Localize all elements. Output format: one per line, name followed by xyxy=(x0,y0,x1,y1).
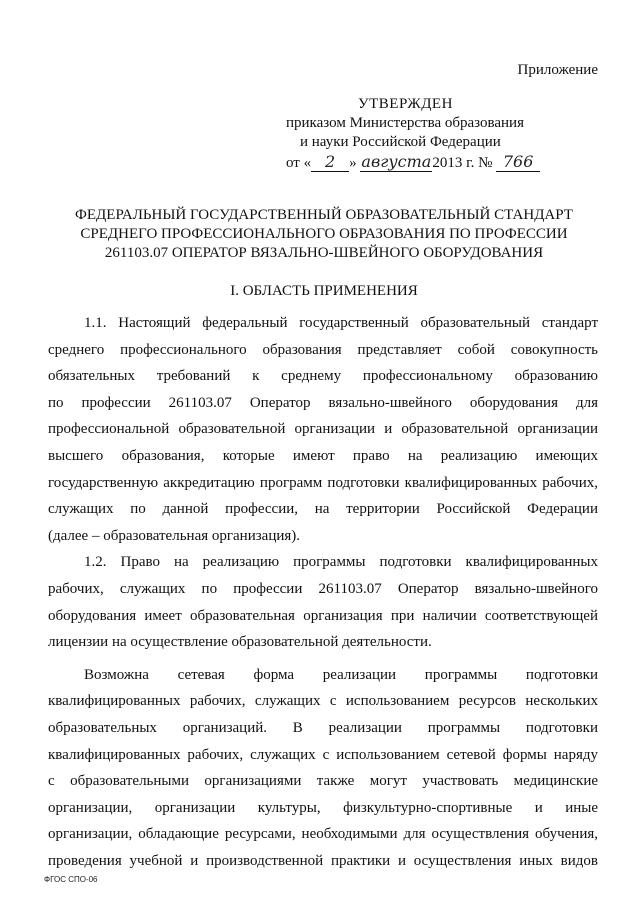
document-body xyxy=(48,310,598,874)
footer-code: ФГОС СПО-06 xyxy=(44,875,98,884)
text-line: с образовательными организациями также могут участвовать медицинские xyxy=(48,773,598,790)
text-line: организации, организации культуры, физкультурно-спортивные и иные xyxy=(48,799,598,816)
text-line: Возможна сетевая форма реализации программы подготовки xyxy=(84,666,598,683)
text-line: рабочих, служащих по профессии 261103.07 Оператор вязально-швейного xyxy=(48,580,598,597)
standard-title-line: ФЕДЕРАЛЬНЫЙ ГОСУДАРСТВЕННЫЙ ОБРАЗОВАТЕЛЬНЫЙ СТАНДАРТ xyxy=(75,207,573,223)
text-line: 1.1. Настоящий федеральный государственный образовательный стандарт xyxy=(84,315,598,331)
text-line: 1.2. Право на реализацию программы подготовки квалифицированных xyxy=(84,554,598,571)
paragraph-1-2 xyxy=(48,549,598,655)
paragraph-1-1 xyxy=(48,310,598,549)
text-line: оборудования имеет образовательная организация при наличии соответствующей xyxy=(48,607,598,624)
text-line: по профессии 261103.07 Оператор вязально-швейного оборудования для xyxy=(48,394,598,411)
text-line: образовательных организаций. В реализации программы подготовки xyxy=(48,719,598,736)
approval-line-1: приказом Министерства образования xyxy=(286,115,524,131)
standard-title xyxy=(50,206,598,263)
approved-heading: УТВЕРЖДЕН xyxy=(358,96,453,112)
text-line: служащих по данной профессии, на территории Российской Федерации xyxy=(48,501,598,518)
text-line: обязательных требований к среднему профессиональному образованию xyxy=(48,368,598,385)
date-prefix: от « xyxy=(286,155,312,171)
approval-block xyxy=(286,95,586,173)
paragraph-network-form xyxy=(48,662,598,875)
appendix-label: Приложение xyxy=(517,62,598,78)
text-line: лицензии на осуществление образовательной деятельности. xyxy=(48,634,432,651)
handwritten-day: 2 xyxy=(311,152,349,172)
text-line: квалифицированных рабочих, служащих с использованием ресурсов нескольких xyxy=(48,693,598,710)
text-line: квалифицированных рабочих, служащих с использованием сетевой формы наряду xyxy=(48,746,598,763)
text-line: профессиональной образовательной организации и образовательной организации xyxy=(48,421,598,438)
text-line: государственную аккредитацию программ подготовки квалифицированных рабочих, xyxy=(48,474,598,491)
handwritten-order-number: 766 xyxy=(496,152,540,172)
text-line: организации, обладающие ресурсами, необходимыми для осуществления обучения, xyxy=(48,826,598,843)
section-title: I. ОБЛАСТЬ ПРИМЕНЕНИЯ xyxy=(230,283,418,299)
text-line: проведения учебной и производственной практики и осуществления иных видов xyxy=(48,852,598,869)
handwritten-month: августа xyxy=(361,152,432,171)
year-text: 2013 г. № xyxy=(432,155,493,171)
standard-title-line: СРЕДНЕГО ПРОФЕССИОНАЛЬНОГО ОБРАЗОВАНИЯ ПО ПРОФЕССИИ xyxy=(80,226,568,242)
approval-line-2: и науки Российской Федерации xyxy=(300,134,501,150)
standard-title-line: 261103.07 ОПЕРАТОР ВЯЗАЛЬНО-ШВЕЙНОГО ОБОРУДОВАНИЯ xyxy=(104,245,544,261)
date-mid: » xyxy=(349,155,357,171)
text-line: (далее – образовательная организация). xyxy=(48,527,301,544)
text-line: высшего образования, которые имеют право на реализацию имеющих xyxy=(48,447,598,464)
order-date-line xyxy=(286,152,586,173)
text-line: среднего профессионального образования представляет собой совокупность xyxy=(48,341,598,358)
